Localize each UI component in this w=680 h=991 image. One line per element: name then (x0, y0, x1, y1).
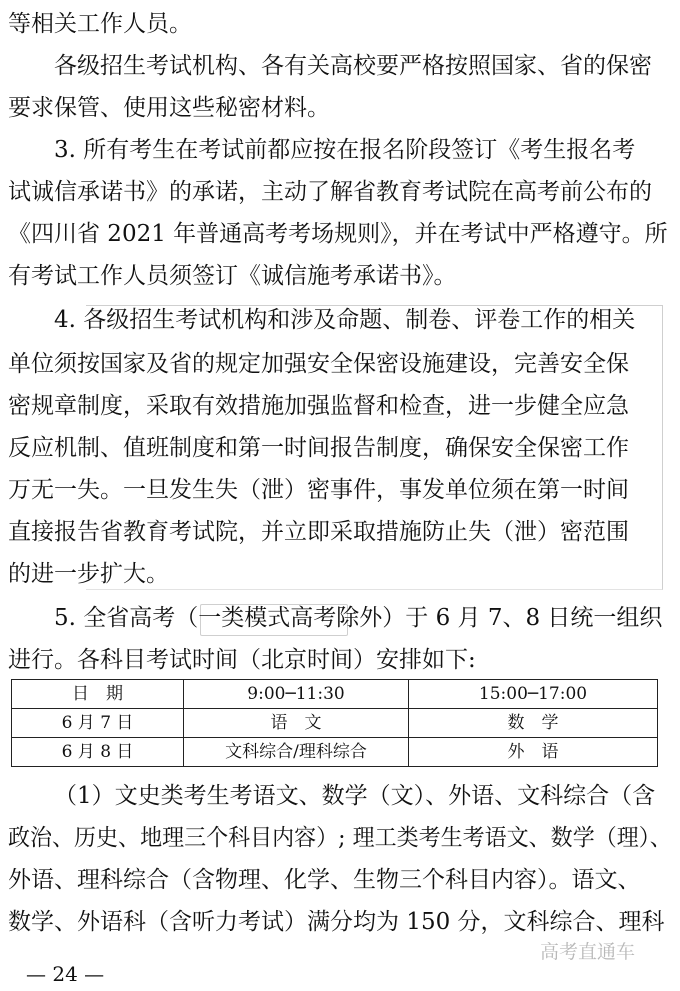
text-line: 密规章制度，采取有效措施加强监督和检查，进一步健全应急 (8, 393, 629, 419)
page-number: — 24 — (26, 962, 105, 986)
text-line: 有考试工作人员须签订《诚信施考承诺书》。 (8, 263, 457, 289)
text-line: 万无一失。一旦发生失（泄）密事件，事发单位须在第一时间 (8, 477, 629, 503)
text-line: 进行。各科目考试时间（北京时间）安排如下: (8, 647, 476, 673)
header-morning: 9:00─11:30 (184, 680, 409, 709)
text-line: 3. 所有考生在考试前都应按在报名阶段签订《考生报名考 (54, 137, 636, 163)
text-line: 《四川省 2021 年普通高考考场规则》，并在考试中严格遵守。所 (8, 221, 668, 247)
text-line: 数学、外语科（含听力考试）满分均为 150 分，文科综合、理科 (8, 909, 665, 935)
header-afternoon: 15:00─17:00 (409, 680, 658, 709)
table-row (12, 738, 658, 767)
text-line: 直接报告省教育考试院，并立即采取措施防止失（泄）密范围 (8, 519, 629, 545)
text-line: 单位须按国家及省的规定加强安全保密设施建设，完善安全保 (8, 351, 629, 377)
table-row (12, 709, 658, 738)
text-line: 反应机制、值班制度和第一时间报告制度，确保安全保密工作 (8, 435, 629, 461)
text-line: 5. 全省高考（一类模式高考除外）于 6 月 7、8 日统一组织 (54, 605, 663, 631)
text-line: 4. 各级招生考试机构和涉及命题、制卷、评卷工作的相关 (54, 307, 636, 333)
table-cell: 6 月 7 日 (12, 709, 184, 738)
text-line: 各级招生考试机构、各有关高校要严格按照国家、省的保密 (54, 53, 652, 79)
table-header-row (12, 680, 658, 709)
exam-schedule-table (11, 679, 658, 767)
table-cell: 数 学 (409, 709, 658, 738)
table-cell: 文科综合/理科综合 (184, 738, 409, 767)
table-cell: 外 语 (409, 738, 658, 767)
text-line: （1）文史类考生考语文、数学（文）、外语、文科综合（含 (54, 783, 656, 809)
text-line: 的进一步扩大。 (8, 561, 169, 587)
text-line: 外语、理科综合（含物理、化学、生物三个科目内容）。语文、 (8, 867, 641, 893)
text-line: 要求保管、使用这些秘密材料。 (8, 95, 330, 121)
text-line: 等相关工作人员。 (8, 11, 192, 37)
table-cell: 语 文 (184, 709, 409, 738)
header-date: 日 期 (12, 680, 184, 709)
text-line: 试诚信承诺书》的承诺，主动了解省教育考试院在高考前公布的 (8, 179, 652, 205)
watermark-text: 高考直通车 (540, 941, 636, 963)
text-line: 政治、历史、地理三个科目内容）; 理工类考生考语文、数学（理）、 (8, 825, 672, 851)
table-cell: 6 月 8 日 (12, 738, 184, 767)
